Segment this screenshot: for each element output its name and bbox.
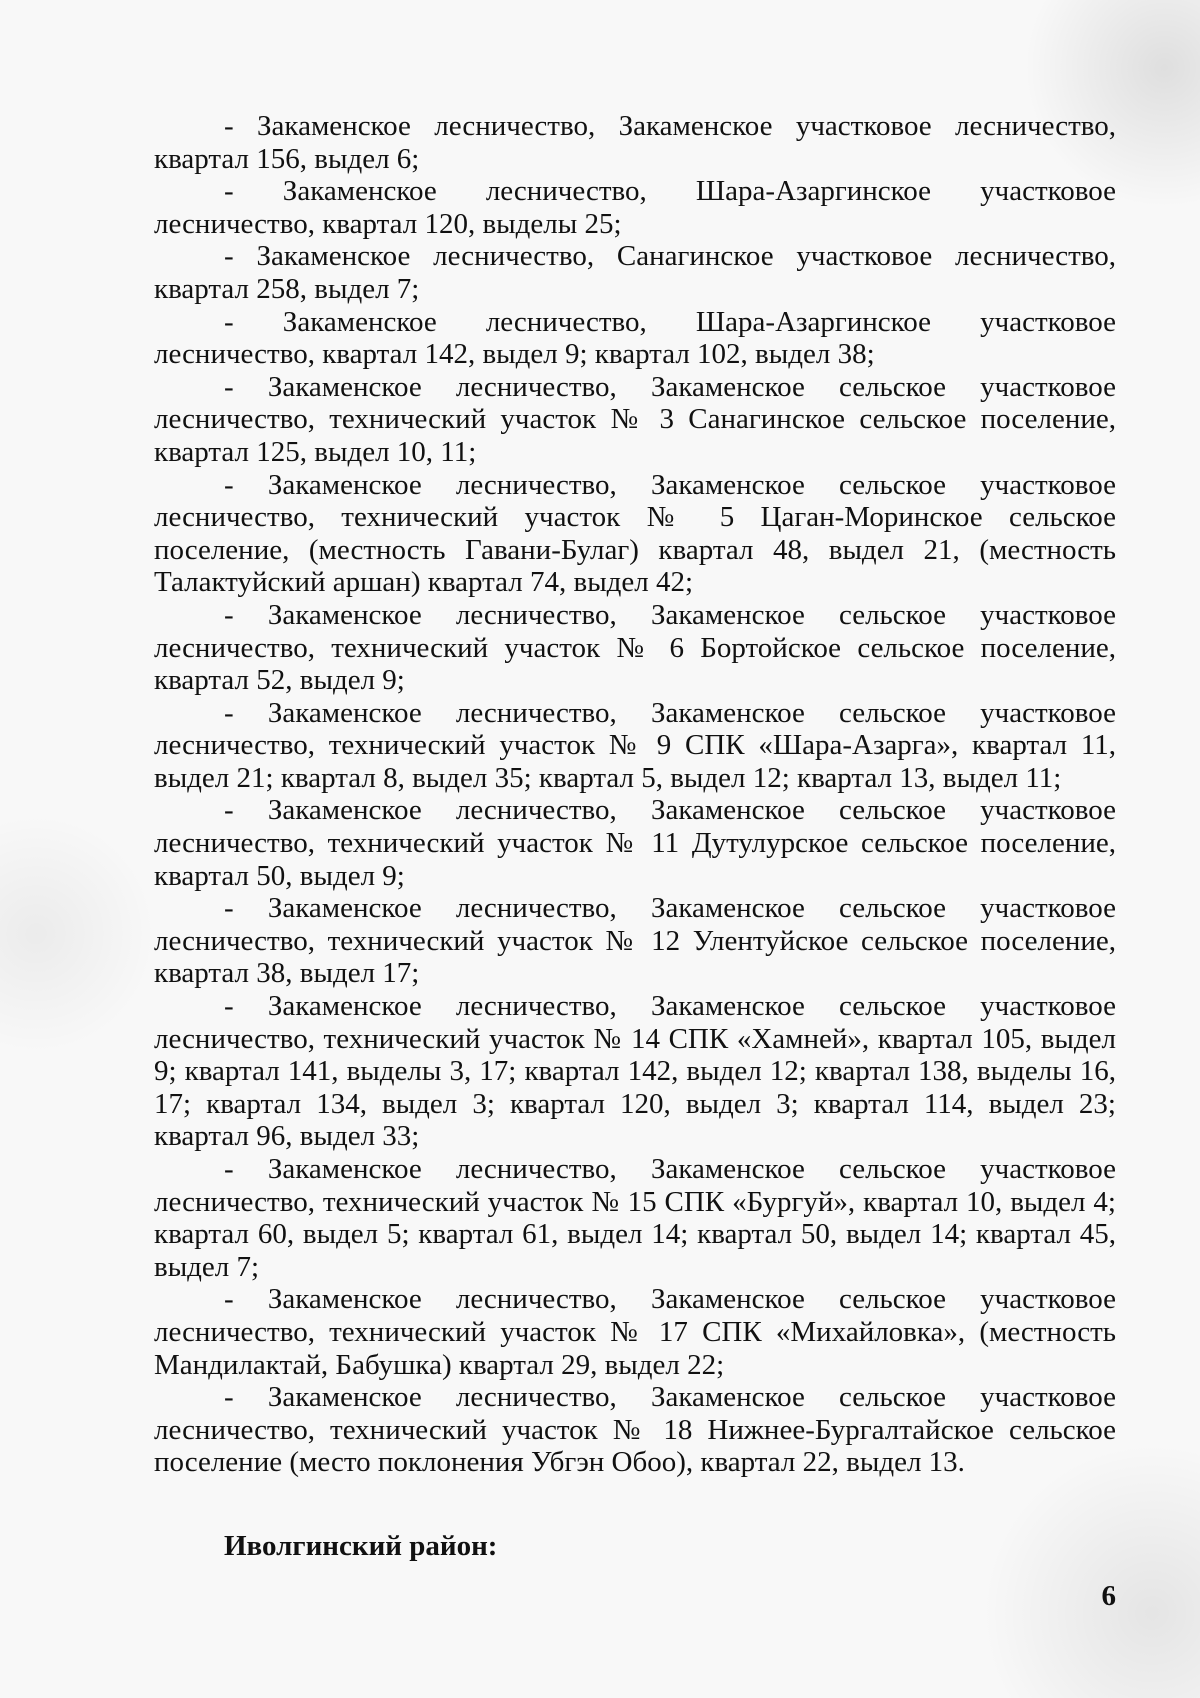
document-body	[154, 110, 1116, 1479]
page-number: 6	[1101, 1580, 1116, 1612]
list-item: - Закаменское лесничество, Шара-Азаргинское участковое лесничество, квартал 142, выдел 9; квартал 102, выдел 38;	[154, 305, 1116, 371]
list-item: - Закаменское лесничество, Закаменское участковое лесничество, квартал 156, выдел 6;	[154, 110, 1116, 175]
list-item: - Закаменское лесничество, Закаменское сельское участковое лесничество, технический участок № 5 Цаган-Моринское сельское поселение, (местность Гавани-Булаг) квартал 48, выдел 21, (местность Талактуйский аршан) квартал 74, выдел 42;	[154, 468, 1116, 599]
list-item: - Закаменское лесничество, Закаменское сельское участковое лесничество, технический участок № 18 Нижнее-Бургалтайское сельское поселение (место поклонения Убгэн Обоо), квартал 22, выдел 13.	[154, 1381, 1116, 1479]
list-item: - Закаменское лесничество, Закаменское сельское участковое лесничество, технический участок № 17 СПК «Михайловка», (местность Мандилактай, Бабушка) квартал 29, выдел 22;	[154, 1283, 1116, 1381]
list-item: - Закаменское лесничество, Закаменское сельское участковое лесничество, технический участок № 15 СПК «Бургуй», квартал 10, выдел 4; квартал 60, выдел 5; квартал 61, выдел 14; квартал 50, выдел 14; квартал 45, выдел 7;	[154, 1153, 1116, 1283]
list-item: - Закаменское лесничество, Закаменское сельское участковое лесничество, технический участок № 6 Бортойское сельское поселение, квартал 52, выдел 9;	[154, 598, 1116, 697]
list-item: - Закаменское лесничество, Закаменское сельское участковое лесничество, технический участок № 14 СПК «Хамней», квартал 105, выдел 9; квартал 141, выделы 3, 17; квартал 142, выдел 12; квартал 138, выделы 16, 17; квартал 134, выдел 3; квартал 120, выдел 3; квартал 114, выдел 23; квартал 96, выдел 33;	[154, 990, 1116, 1153]
list-item: - Закаменское лесничество, Закаменское сельское участковое лесничество, технический участок № 11 Дутулурское сельское поселение, квартал 50, выдел 9;	[154, 794, 1116, 892]
list-item: - Закаменское лесничество, Закаменское сельское участковое лесничество, технический участок № 9 СПК «Шара-Азарга», квартал 11, выдел 21; квартал 8, выдел 35; квартал 5, выдел 12; квартал 13, выдел 11;	[154, 696, 1116, 794]
list-item: - Закаменское лесничество, Закаменское сельское участковое лесничество, технический участок № 12 Улентуйское сельское поселение, квартал 38, выдел 17;	[154, 892, 1116, 990]
list-item: - Закаменское лесничество, Санагинское участковое лесничество, квартал 258, выдел 7;	[154, 240, 1116, 305]
list-item: - Закаменское лесничество, Шара-Азаргинское участковое лесничество, квартал 120, выделы 25;	[154, 175, 1116, 240]
section-heading: Иволгинский район:	[224, 1530, 498, 1562]
list-item: - Закаменское лесничество, Закаменское сельское участковое лесничество, технический участок № 3 Санагинское сельское поселение, квартал 125, выдел 10, 11;	[154, 370, 1116, 468]
